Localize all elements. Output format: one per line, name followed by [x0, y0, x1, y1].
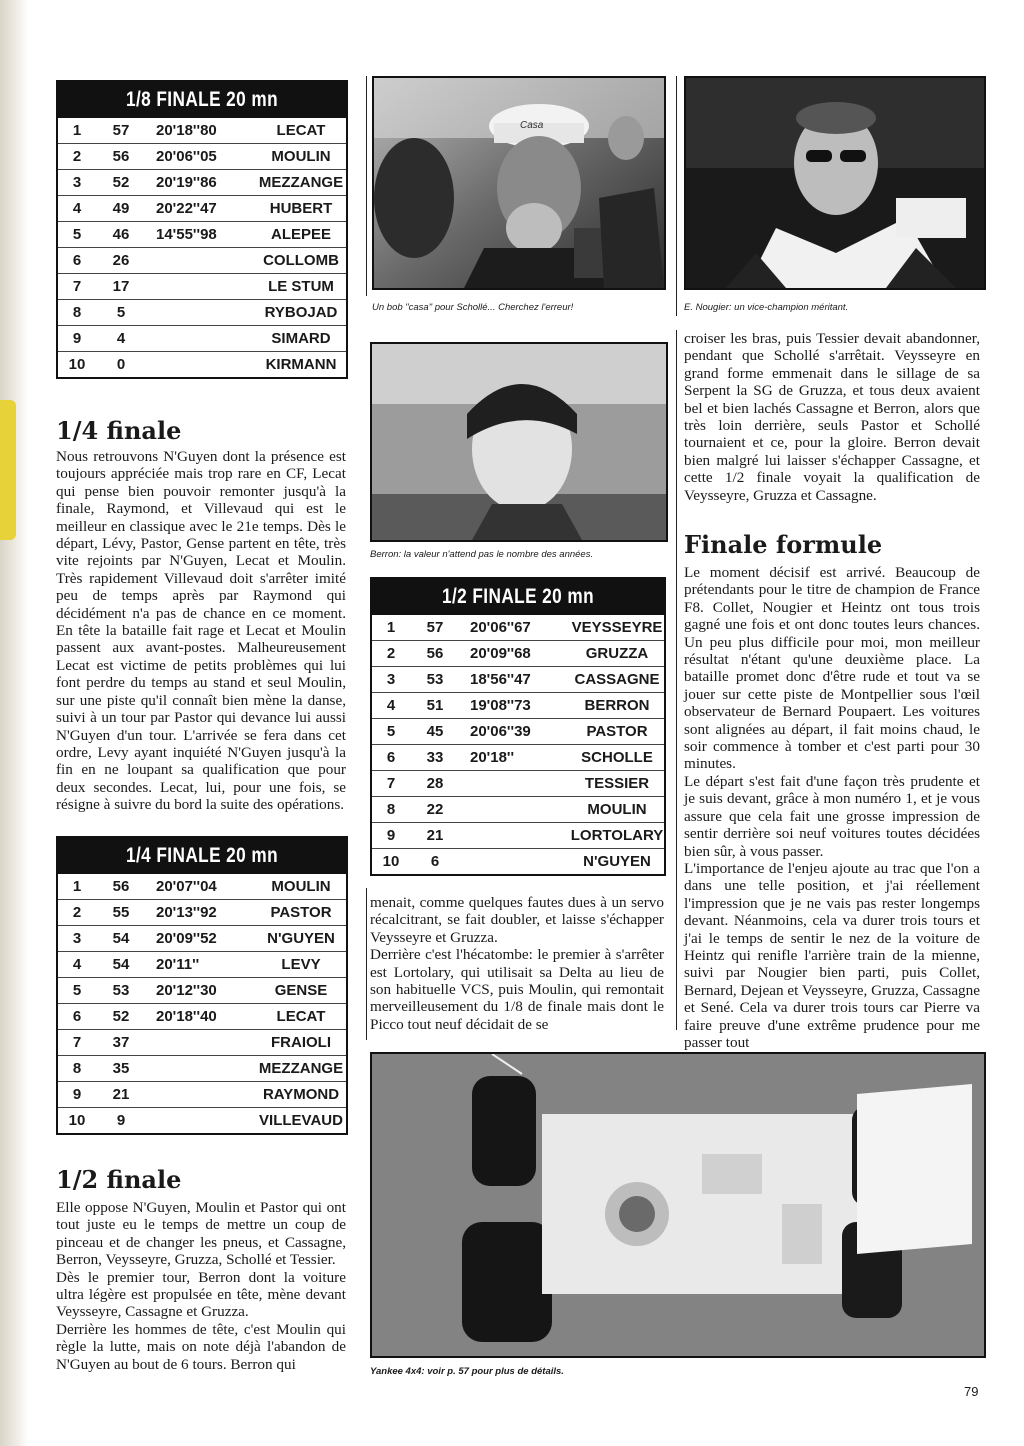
- table-row: [58, 196, 346, 222]
- table-title: 1/8 FINALE 20 mn: [84, 82, 320, 118]
- position-cell: 4: [372, 693, 410, 719]
- position-cell: 10: [68, 356, 86, 373]
- position-cell: 9: [58, 1082, 96, 1108]
- position-cell: 6: [58, 248, 96, 274]
- driver-cell: CASSAGNE: [570, 667, 664, 693]
- time-cell: 14'55''98: [146, 222, 256, 248]
- driver-cell: TESSIER: [570, 771, 664, 797]
- driver-cell: GRUZZA: [570, 641, 664, 667]
- table-row: [58, 1030, 346, 1056]
- laps-cell: 55: [96, 900, 146, 926]
- right-column-text: croiser les bras, puis Tessier devait abandonner, pendant que Schollé s'arrêtait. Veysseyre en grand forme emmenait dans le sillage de sa Serpent la SG de Gruzza, et tous deux avaient bel et bien lachés Cassagne et Berron, alors que très loin derrière, seuls Pastor et Schollé tournaient et ce, pour la gloire. Berron devait bien malgré lui laisser s'échapper Cassagne, et cette 1/2 finale voyait la qualification de Veysseyre, Gruzza et Cassagne.: [684, 330, 980, 504]
- driver-cell: KIRMANN: [265, 356, 337, 373]
- table-row: [58, 1056, 346, 1082]
- table-row: [58, 952, 346, 978]
- driver-cell: ALEPEE: [256, 222, 346, 248]
- table-row: [372, 615, 664, 641]
- driver-cell: LECAT: [256, 118, 346, 144]
- laps-cell: 33: [410, 745, 460, 771]
- section-text-half: Elle oppose N'Guyen, Moulin et Pastor qui ont tout juste eu le temps de mettre un coup de pinceau et de changer les pneus, et Cassagne, Berron, Veysseyre, Gruzza, Schollé et Tessier. Dès le premier tour, Berron dont la voiture ultra légère est propulsée en tête, mène devant Veysseyre, Cassagne et Gruzza. Derrière les hommes de tête, c'est Moulin qui règle la lutte, mais on note déjà l'abandon de N'Guyen au bout de 6 tours. Berron qui: [56, 1199, 346, 1373]
- results-table-1-2: [370, 577, 666, 876]
- laps-cell: 52: [96, 1004, 146, 1030]
- laps-cell: 17: [96, 274, 146, 300]
- driver-cell: MOULIN: [256, 144, 346, 170]
- laps-cell: 49: [96, 196, 146, 222]
- laps-cell: 53: [96, 978, 146, 1004]
- laps-cell: 52: [96, 170, 146, 196]
- page-gutter: [0, 0, 28, 1446]
- table-row: [58, 1004, 346, 1030]
- section-heading-quarter: 1/4 finale: [56, 416, 182, 445]
- section-text-quarter: Nous retrouvons N'Guyen dont la présence est toujours appréciée mais trop rare en CF, Lecat qui pense bien pouvoir remonter jusqu'à la finale, Raymond, et Villevaud qui est le meilleur en classique avec le 21e temps. Dès le départ, Lévy, Pastor, Gense partent en tête, très vite rejoints par N'Guyen, Lecat et Moulin. Très rapidement Villevaud doit s'arrêter imité peu de temps après par Raymond qui décidément n'a pas de chance en ce moment. En tête la bataille fait rage et Lecat et Moulin passent aux avant-postes. Malheureusement Lecat est victime de petits problèmes qui lui font perdre du temps au stand et seul Moulin, sur une piste qu'il connaît bien mène la danse, suivi à un tour par Pastor qui devance lui aussi N'Guyen d'un tour. L'arrivée se fera dans cet ordre, Levy ayant inquiété N'Guyen jusqu'à la fin en ne loupant sa qualification que pour deux secondes. Lecat, lui, pour une fois, se résigne à suivre du bord la suite des opérations.: [56, 448, 346, 814]
- laps-cell: 5: [96, 300, 146, 326]
- table-row: [372, 667, 664, 693]
- time-cell: 20'22''47: [146, 196, 256, 222]
- column-rule: [366, 76, 367, 296]
- page-number: 79: [964, 1384, 979, 1399]
- section-heading-formula: Finale formule: [684, 530, 883, 559]
- time-cell: [146, 300, 256, 326]
- time-cell: [460, 823, 570, 849]
- laps-cell: 9: [116, 1112, 126, 1129]
- driver-cell: N'GUYEN: [583, 853, 651, 870]
- laps-cell: 21: [96, 1082, 146, 1108]
- section-text-formula: Le moment décisif est arrivé. Beaucoup de prétendants pour le titre de champion de France F8. Collet, Nougier et Heintz ont tous trois gagné une fois et ont donc toutes leurs chances. Un peu plus difficile pour moi, mon meilleur résultat n'étant qu'une deuxième place. La bataille promet donc d'être rude et tout va se jouer sur cette piste de Montpellier sous l'œil observateur de Bernard Poupaert. Les voitures sont alignées au départ, il fait moins chaud, le soir commence à tomber et c'est parti pour 30 minutes. Le départ s'est fait d'une façon très prudente et je suis devant, grâce à mon numéro 1, et je vous assure que cela fait une grosse impression de sentir derrière soi neuf voitures toutes décidées bien sûr, à vous passer. L'importance de l'enjeu ajoute au trac que l'on a dans une telle position, et j'ai réellement l'impression que je ne vais pas rester longemps devant. Néanmoins, cela va durer trois tours et j'ai le temps de sentir le nez de la voiture de Heintz qui renifle l'arrière train de la mienne, suivi par Nougier bien parti, puis Collet, Bernard, Dejean et Veysseyre, Gruzza, Cassagne et Sené. Cela va durer trois tours car Pierre va faire preuve d'une extrême prudence pour me passer tout: [684, 564, 980, 1051]
- time-cell: 20'06''05: [146, 144, 256, 170]
- laps-cell: 35: [96, 1056, 146, 1082]
- table-row: [58, 978, 346, 1004]
- laps-cell: 0: [116, 356, 126, 373]
- time-cell: [146, 352, 256, 378]
- table-row: [58, 144, 346, 170]
- time-cell: [146, 1108, 256, 1134]
- position-cell: 7: [372, 771, 410, 797]
- caption-photo-2: E. Nougier: un vice-champion méritant.: [684, 302, 849, 313]
- laps-cell: 57: [410, 615, 460, 641]
- driver-cell: LORTOLARY: [570, 823, 664, 849]
- column-rule: [676, 76, 677, 316]
- position-cell: 1: [58, 874, 96, 900]
- driver-cell: RAYMOND: [256, 1082, 346, 1108]
- position-cell: 3: [58, 926, 96, 952]
- driver-cell: N'GUYEN: [256, 926, 346, 952]
- column-rule: [676, 330, 677, 1030]
- laps-cell: 56: [410, 641, 460, 667]
- time-cell: 20'13''92: [146, 900, 256, 926]
- table-row: [58, 326, 346, 352]
- position-cell: 10: [68, 1112, 86, 1129]
- laps-cell: 54: [96, 952, 146, 978]
- position-cell: 7: [58, 1030, 96, 1056]
- position-cell: 6: [58, 1004, 96, 1030]
- driver-cell: BERRON: [570, 693, 664, 719]
- photo-berron: [370, 342, 668, 542]
- table-row: [58, 248, 346, 274]
- position-cell: 2: [372, 641, 410, 667]
- position-cell: 2: [58, 900, 96, 926]
- driver-cell: LE STUM: [256, 274, 346, 300]
- table-row: [58, 222, 346, 248]
- driver-cell: LEVY: [256, 952, 346, 978]
- driver-cell: VILLEVAUD: [259, 1112, 343, 1129]
- laps-cell: 4: [96, 326, 146, 352]
- results-table-1-4: [56, 836, 348, 1135]
- caption-photo-1: Un bob "casa" pour Schollé... Cherchez l'erreur!: [372, 302, 574, 313]
- time-cell: 18'56''47: [460, 667, 570, 693]
- position-cell: 3: [58, 170, 96, 196]
- driver-cell: LECAT: [256, 1004, 346, 1030]
- time-cell: [146, 1030, 256, 1056]
- time-cell: 20'07''04: [146, 874, 256, 900]
- position-cell: 2: [58, 144, 96, 170]
- position-cell: 9: [58, 326, 96, 352]
- driver-cell: SCHOLLE: [570, 745, 664, 771]
- time-cell: [146, 1056, 256, 1082]
- driver-cell: RYBOJAD: [256, 300, 346, 326]
- time-cell: 20'12''30: [146, 978, 256, 1004]
- table-row: [372, 719, 664, 745]
- laps-cell: 28: [410, 771, 460, 797]
- photo-nougier: [684, 76, 986, 290]
- table-row: [372, 849, 664, 875]
- driver-cell: MEZZANGE: [256, 1056, 346, 1082]
- position-cell: 5: [372, 719, 410, 745]
- laps-cell: 53: [410, 667, 460, 693]
- table-row: [372, 745, 664, 771]
- table-row: [372, 823, 664, 849]
- driver-cell: MEZZANGE: [256, 170, 346, 196]
- position-cell: 3: [372, 667, 410, 693]
- laps-cell: 56: [96, 874, 146, 900]
- laps-cell: 51: [410, 693, 460, 719]
- position-cell: 4: [58, 196, 96, 222]
- laps-cell: 56: [96, 144, 146, 170]
- table-row: [372, 797, 664, 823]
- time-cell: 20'18''40: [146, 1004, 256, 1030]
- table-row: [372, 771, 664, 797]
- driver-cell: COLLOMB: [256, 248, 346, 274]
- position-cell: 5: [58, 978, 96, 1004]
- table-row: [58, 352, 346, 378]
- photo-yankee-car: [370, 1052, 986, 1358]
- laps-cell: 22: [410, 797, 460, 823]
- table-row: [58, 1108, 346, 1134]
- driver-cell: SIMARD: [256, 326, 346, 352]
- time-cell: [146, 248, 256, 274]
- position-cell: 6: [372, 745, 410, 771]
- time-cell: [460, 849, 570, 875]
- time-cell: 20'09''52: [146, 926, 256, 952]
- caption-photo-4: Yankee 4x4: voir p. 57 pour plus de détails.: [370, 1366, 564, 1377]
- section-heading-half: 1/2 finale: [56, 1165, 182, 1194]
- driver-cell: VEYSSEYRE: [570, 615, 664, 641]
- middle-column-text: menait, comme quelques fautes dues à un servo récalcitrant, se fait doubler, et laisse s'échapper Veysseyre et Gruzza. Derrière c'est l'hécatombe: le premier à s'arrêter est Lortolary, qui utilisait sa Delta au lieu de son habituelle VCS, puis Moulin, qui remontait merveilleusement du 1/8 de finale mais dont le Picco tout neuf décidait de se: [370, 894, 664, 1033]
- laps-cell: 54: [96, 926, 146, 952]
- time-cell: 20'18'': [460, 745, 570, 771]
- table-row: [58, 926, 346, 952]
- table-row: [58, 874, 346, 900]
- table-row: [372, 693, 664, 719]
- position-cell: 1: [372, 615, 410, 641]
- page-tab: [0, 400, 16, 540]
- laps-cell: 37: [96, 1030, 146, 1056]
- position-cell: 8: [58, 300, 96, 326]
- position-cell: 1: [58, 118, 96, 144]
- time-cell: 20'18''80: [146, 118, 256, 144]
- driver-cell: PASTOR: [256, 900, 346, 926]
- time-cell: [146, 274, 256, 300]
- position-cell: 9: [372, 823, 410, 849]
- time-cell: 20'06''39: [460, 719, 570, 745]
- position-cell: 8: [372, 797, 410, 823]
- position-cell: 10: [382, 853, 400, 870]
- hat-text: Casa: [520, 120, 544, 131]
- table-row: [58, 170, 346, 196]
- time-cell: 20'19''86: [146, 170, 256, 196]
- caption-photo-3: Berron: la valeur n'attend pas le nombre des années.: [370, 549, 594, 560]
- time-cell: [146, 1082, 256, 1108]
- column-rule: [366, 888, 367, 1040]
- time-cell: 19'08''73: [460, 693, 570, 719]
- table-title: 1/2 FINALE 20 mn: [398, 579, 637, 615]
- position-cell: 4: [58, 952, 96, 978]
- results-table-1-8: [56, 80, 348, 379]
- laps-cell: 57: [96, 118, 146, 144]
- table-row: [58, 1082, 346, 1108]
- table-row: [372, 641, 664, 667]
- table-row: [58, 900, 346, 926]
- driver-cell: MOULIN: [256, 874, 346, 900]
- driver-cell: PASTOR: [570, 719, 664, 745]
- table-title: 1/4 FINALE 20 mn: [84, 838, 320, 874]
- position-cell: 5: [58, 222, 96, 248]
- laps-cell: 6: [430, 853, 440, 870]
- time-cell: [460, 797, 570, 823]
- position-cell: 7: [58, 274, 96, 300]
- laps-cell: 21: [410, 823, 460, 849]
- table-row: [58, 118, 346, 144]
- laps-cell: 45: [410, 719, 460, 745]
- laps-cell: 26: [96, 248, 146, 274]
- table-row: [58, 300, 346, 326]
- laps-cell: 46: [96, 222, 146, 248]
- driver-cell: HUBERT: [256, 196, 346, 222]
- time-cell: 20'11'': [146, 952, 256, 978]
- driver-cell: GENSE: [256, 978, 346, 1004]
- time-cell: 20'06''67: [460, 615, 570, 641]
- photo-scholle: [372, 76, 666, 290]
- time-cell: [460, 771, 570, 797]
- time-cell: 20'09''68: [460, 641, 570, 667]
- time-cell: [146, 326, 256, 352]
- table-row: [58, 274, 346, 300]
- driver-cell: FRAIOLI: [256, 1030, 346, 1056]
- position-cell: 8: [58, 1056, 96, 1082]
- driver-cell: MOULIN: [570, 797, 664, 823]
